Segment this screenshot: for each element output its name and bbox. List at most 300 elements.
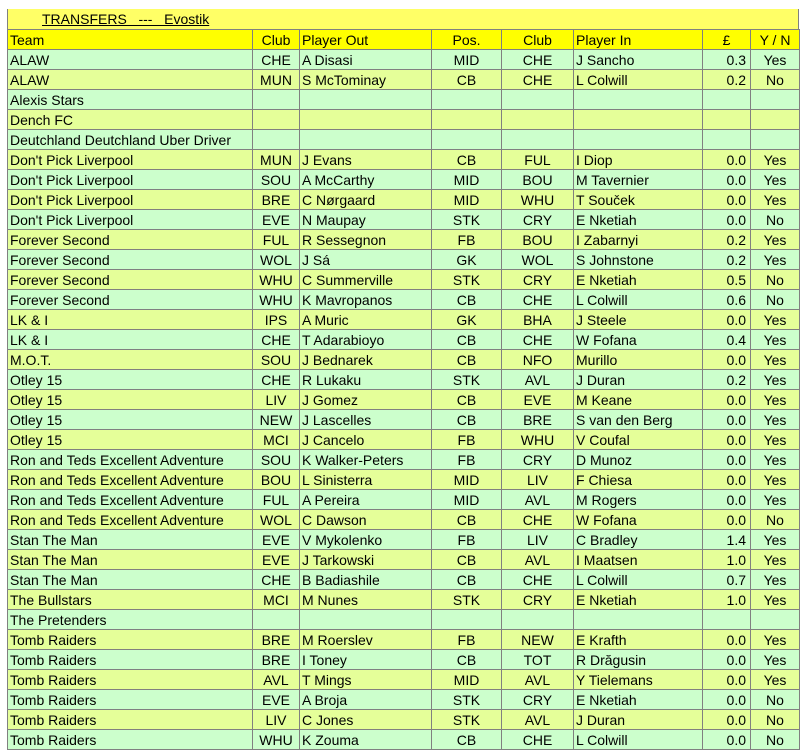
club-in-cell: EVE [502, 390, 574, 410]
price-cell: 0.0 [703, 190, 751, 210]
club-in-cell: NFO [502, 350, 574, 370]
team-cell: Tomb Raiders [8, 690, 253, 710]
club-in-cell: NEW [502, 630, 574, 650]
club-in-cell: BHA [502, 310, 574, 330]
club-in-cell: AVL [502, 370, 574, 390]
club-out-cell: CHE [253, 50, 300, 70]
team-cell: Forever Second [8, 290, 253, 310]
yes-no-cell: Yes [751, 530, 800, 550]
team-cell: Dench FC [8, 110, 253, 130]
table-row [8, 270, 800, 290]
player-out-cell: C Summerville [300, 270, 432, 290]
player-in-cell: W Fofana [574, 510, 703, 530]
team-cell: Tomb Raiders [8, 730, 253, 750]
table-row [8, 350, 800, 370]
position-cell: CB [432, 550, 502, 570]
player-in-cell: S Johnstone [574, 250, 703, 270]
player-out-cell: A Broja [300, 690, 432, 710]
price-cell: 0.0 [703, 150, 751, 170]
team-cell: Stan The Man [8, 550, 253, 570]
position-cell: MID [432, 190, 502, 210]
club-in-cell: AVL [502, 550, 574, 570]
player-in-cell [574, 610, 703, 630]
position-cell: CB [432, 70, 502, 90]
title-row [7, 9, 799, 29]
club-out-cell: SOU [253, 170, 300, 190]
yes-no-cell [751, 110, 800, 130]
yes-no-cell: Yes [751, 410, 800, 430]
club-out-cell: BRE [253, 630, 300, 650]
table-row [8, 330, 800, 350]
player-in-cell: M Tavernier [574, 170, 703, 190]
price-cell: 0.0 [703, 730, 751, 750]
table-row [8, 610, 800, 630]
price-cell: 0.2 [703, 250, 751, 270]
yes-no-cell: Yes [751, 310, 800, 330]
player-out-cell [300, 130, 432, 150]
player-out-cell: J Bednarek [300, 350, 432, 370]
club-out-cell: FUL [253, 490, 300, 510]
price-cell: 0.0 [703, 210, 751, 230]
player-in-cell: F Chiesa [574, 470, 703, 490]
position-cell: CB [432, 290, 502, 310]
table-row [8, 230, 800, 250]
player-out-cell: T Adarabioyo [300, 330, 432, 350]
player-out-cell: J Cancelo [300, 430, 432, 450]
position-cell: STK [432, 270, 502, 290]
yes-no-cell: No [751, 510, 800, 530]
yes-no-cell: No [751, 270, 800, 290]
player-out-cell: R Lukaku [300, 370, 432, 390]
price-cell: 0.2 [703, 370, 751, 390]
position-cell: FB [432, 630, 502, 650]
club-out-cell [253, 110, 300, 130]
table-row [8, 290, 800, 310]
yes-no-cell: Yes [751, 650, 800, 670]
club-in-cell: CRY [502, 270, 574, 290]
team-cell: The Pretenders [8, 610, 253, 630]
table-row [8, 150, 800, 170]
position-cell: STK [432, 370, 502, 390]
price-cell: 0.0 [703, 510, 751, 530]
player-out-cell: A Pereira [300, 490, 432, 510]
table-row [8, 190, 800, 210]
price-cell: 0.0 [703, 350, 751, 370]
price-cell [703, 130, 751, 150]
club-in-cell: CRY [502, 450, 574, 470]
club-in-cell: AVL [502, 490, 574, 510]
player-out-cell [300, 110, 432, 130]
team-cell: The Bullstars [8, 590, 253, 610]
team-cell: Otley 15 [8, 410, 253, 430]
player-in-cell: L Colwill [574, 730, 703, 750]
club-in-cell [502, 90, 574, 110]
team-cell: Ron and Teds Excellent Adventure [8, 450, 253, 470]
team-cell: LK & I [8, 330, 253, 350]
yes-no-cell: Yes [751, 390, 800, 410]
player-in-cell: E Nketiah [574, 270, 703, 290]
table-row [8, 670, 800, 690]
club-in-cell: CHE [502, 510, 574, 530]
club-in-cell: CRY [502, 590, 574, 610]
table-row [8, 570, 800, 590]
header-team: Team [8, 30, 253, 50]
yes-no-cell: Yes [751, 250, 800, 270]
player-out-cell: M Nunes [300, 590, 432, 610]
team-cell: Stan The Man [8, 570, 253, 590]
price-cell: 0.0 [703, 430, 751, 450]
player-out-cell: K Zouma [300, 730, 432, 750]
team-cell: Forever Second [8, 230, 253, 250]
table-row [8, 430, 800, 450]
club-out-cell: EVE [253, 210, 300, 230]
club-out-cell: MUN [253, 150, 300, 170]
club-in-cell: CHE [502, 70, 574, 90]
yes-no-cell: Yes [751, 590, 800, 610]
price-cell: 1.0 [703, 550, 751, 570]
table-row [8, 490, 800, 510]
yes-no-cell: Yes [751, 450, 800, 470]
player-in-cell: S van den Berg [574, 410, 703, 430]
club-out-cell [253, 610, 300, 630]
player-in-cell: Murillo [574, 350, 703, 370]
price-cell: 0.0 [703, 470, 751, 490]
table-row [8, 310, 800, 330]
player-in-cell: L Colwill [574, 570, 703, 590]
player-out-cell [300, 90, 432, 110]
club-out-cell: WHU [253, 290, 300, 310]
player-in-cell: Y Tielemans [574, 670, 703, 690]
team-cell: Ron and Teds Excellent Adventure [8, 490, 253, 510]
club-in-cell: CHE [502, 730, 574, 750]
club-out-cell: BRE [253, 650, 300, 670]
player-out-cell: J Lascelles [300, 410, 432, 430]
table-row [8, 550, 800, 570]
position-cell: FB [432, 230, 502, 250]
team-cell: Tomb Raiders [8, 710, 253, 730]
transfers-sheet [7, 9, 799, 750]
price-cell: 0.4 [703, 330, 751, 350]
player-out-cell: C Nørgaard [300, 190, 432, 210]
player-out-cell [300, 610, 432, 630]
table-row [8, 210, 800, 230]
player-out-cell: J Gomez [300, 390, 432, 410]
club-in-cell [502, 610, 574, 630]
team-cell: Otley 15 [8, 370, 253, 390]
table-row [8, 730, 800, 750]
team-cell: Don't Pick Liverpool [8, 150, 253, 170]
team-cell: Tomb Raiders [8, 670, 253, 690]
team-cell: ALAW [8, 50, 253, 70]
table-row [8, 250, 800, 270]
yes-no-cell: Yes [751, 670, 800, 690]
price-cell: 0.0 [703, 630, 751, 650]
club-out-cell: CHE [253, 570, 300, 590]
table-row [8, 470, 800, 490]
player-out-cell: B Badiashile [300, 570, 432, 590]
price-cell: 0.5 [703, 270, 751, 290]
yes-no-cell [751, 130, 800, 150]
team-cell: Forever Second [8, 270, 253, 290]
club-out-cell: SOU [253, 350, 300, 370]
price-cell [703, 90, 751, 110]
club-out-cell: CHE [253, 370, 300, 390]
club-out-cell: WHU [253, 270, 300, 290]
table-row [8, 170, 800, 190]
player-out-cell: S McTominay [300, 70, 432, 90]
player-out-cell: M Roerslev [300, 630, 432, 650]
position-cell: STK [432, 210, 502, 230]
price-cell [703, 610, 751, 630]
price-cell [703, 110, 751, 130]
club-out-cell: MUN [253, 70, 300, 90]
team-cell: Forever Second [8, 250, 253, 270]
position-cell: STK [432, 690, 502, 710]
team-cell: Don't Pick Liverpool [8, 170, 253, 190]
club-in-cell: CHE [502, 50, 574, 70]
yes-no-cell: Yes [751, 150, 800, 170]
table-row [8, 90, 800, 110]
player-in-cell: C Bradley [574, 530, 703, 550]
club-out-cell [253, 130, 300, 150]
yes-no-cell: Yes [751, 430, 800, 450]
yes-no-cell: Yes [751, 50, 800, 70]
position-cell: MID [432, 470, 502, 490]
table-row [8, 510, 800, 530]
club-out-cell: WOL [253, 250, 300, 270]
player-in-cell: L Colwill [574, 290, 703, 310]
table-row [8, 590, 800, 610]
transfers-table [7, 29, 800, 750]
header-player-in: Player In [574, 30, 703, 50]
yes-no-cell: Yes [751, 470, 800, 490]
player-out-cell: A Muric [300, 310, 432, 330]
player-out-cell: V Mykolenko [300, 530, 432, 550]
price-cell: 0.0 [703, 410, 751, 430]
table-row [8, 110, 800, 130]
header-club-out: Club [253, 30, 300, 50]
player-out-cell: T Mings [300, 670, 432, 690]
table-row [8, 370, 800, 390]
club-in-cell: WOL [502, 250, 574, 270]
position-cell [432, 110, 502, 130]
position-cell: MID [432, 670, 502, 690]
club-in-cell: AVL [502, 670, 574, 690]
yes-no-cell: Yes [751, 570, 800, 590]
player-out-cell: J Sá [300, 250, 432, 270]
table-row [8, 70, 800, 90]
yes-no-cell: Yes [751, 330, 800, 350]
club-out-cell: MCI [253, 430, 300, 450]
sheet-title: TRANSFERS --- Evostik [42, 11, 210, 27]
position-cell: GK [432, 250, 502, 270]
price-cell: 0.0 [703, 310, 751, 330]
price-cell: 0.6 [703, 290, 751, 310]
club-in-cell: CHE [502, 290, 574, 310]
position-cell: MID [432, 50, 502, 70]
player-out-cell: J Tarkowski [300, 550, 432, 570]
price-cell: 0.0 [703, 390, 751, 410]
club-out-cell: EVE [253, 530, 300, 550]
price-cell: 0.0 [703, 450, 751, 470]
table-row [8, 690, 800, 710]
yes-no-cell: No [751, 690, 800, 710]
club-out-cell: IPS [253, 310, 300, 330]
position-cell: CB [432, 410, 502, 430]
player-in-cell: E Krafth [574, 630, 703, 650]
yes-no-cell: Yes [751, 630, 800, 650]
club-in-cell [502, 130, 574, 150]
team-cell: M.O.T. [8, 350, 253, 370]
player-out-cell: J Evans [300, 150, 432, 170]
yes-no-cell: Yes [751, 170, 800, 190]
yes-no-cell: No [751, 730, 800, 750]
club-in-cell: LIV [502, 530, 574, 550]
position-cell: CB [432, 650, 502, 670]
club-out-cell: LIV [253, 710, 300, 730]
club-in-cell: BRE [502, 410, 574, 430]
table-row [8, 410, 800, 430]
position-cell [432, 130, 502, 150]
table-row [8, 710, 800, 730]
position-cell: GK [432, 310, 502, 330]
club-in-cell: TOT [502, 650, 574, 670]
player-in-cell: J Duran [574, 370, 703, 390]
player-in-cell: V Coufal [574, 430, 703, 450]
club-in-cell: BOU [502, 170, 574, 190]
club-in-cell: AVL [502, 710, 574, 730]
position-cell: FB [432, 530, 502, 550]
player-in-cell [574, 110, 703, 130]
table-row [8, 50, 800, 70]
yes-no-cell: No [751, 290, 800, 310]
position-cell [432, 90, 502, 110]
table-row [8, 390, 800, 410]
club-in-cell: WHU [502, 430, 574, 450]
team-cell: Don't Pick Liverpool [8, 210, 253, 230]
position-cell [432, 610, 502, 630]
player-out-cell: K Walker-Peters [300, 450, 432, 470]
position-cell: FB [432, 430, 502, 450]
price-cell: 0.7 [703, 570, 751, 590]
player-in-cell: E Nketiah [574, 210, 703, 230]
team-cell: Deutchland Deutchland Uber Driver [8, 130, 253, 150]
team-cell: Ron and Teds Excellent Adventure [8, 470, 253, 490]
club-out-cell: WHU [253, 730, 300, 750]
yes-no-cell: Yes [751, 370, 800, 390]
position-cell: STK [432, 710, 502, 730]
player-in-cell: L Colwill [574, 70, 703, 90]
position-cell: MID [432, 170, 502, 190]
club-in-cell: CHE [502, 330, 574, 350]
position-cell: MID [432, 490, 502, 510]
yes-no-cell: Yes [751, 550, 800, 570]
club-in-cell: BOU [502, 230, 574, 250]
team-cell: Stan The Man [8, 530, 253, 550]
price-cell: 0.0 [703, 670, 751, 690]
price-cell: 0.3 [703, 50, 751, 70]
club-in-cell: FUL [502, 150, 574, 170]
player-in-cell: I Maatsen [574, 550, 703, 570]
yes-no-cell: No [751, 70, 800, 90]
player-in-cell: J Sancho [574, 50, 703, 70]
team-cell: Alexis Stars [8, 90, 253, 110]
player-out-cell: N Maupay [300, 210, 432, 230]
team-cell: Tomb Raiders [8, 630, 253, 650]
player-in-cell: D Munoz [574, 450, 703, 470]
table-row [8, 630, 800, 650]
header-yes-no: Y / N [751, 30, 800, 50]
club-out-cell: SOU [253, 450, 300, 470]
player-out-cell: I Toney [300, 650, 432, 670]
yes-no-cell: No [751, 710, 800, 730]
header-player-out: Player Out [300, 30, 432, 50]
yes-no-cell [751, 610, 800, 630]
price-cell: 1.4 [703, 530, 751, 550]
player-out-cell: R Sessegnon [300, 230, 432, 250]
club-out-cell: FUL [253, 230, 300, 250]
team-cell: Ron and Teds Excellent Adventure [8, 510, 253, 530]
player-out-cell: C Dawson [300, 510, 432, 530]
header-club-in: Club [502, 30, 574, 50]
position-cell: CB [432, 390, 502, 410]
yes-no-cell: No [751, 210, 800, 230]
price-cell: 0.2 [703, 70, 751, 90]
club-in-cell: WHU [502, 190, 574, 210]
player-in-cell: I Diop [574, 150, 703, 170]
yes-no-cell: Yes [751, 350, 800, 370]
player-out-cell: A McCarthy [300, 170, 432, 190]
header-row [8, 30, 800, 50]
player-in-cell: J Duran [574, 710, 703, 730]
player-in-cell: W Fofana [574, 330, 703, 350]
price-cell: 0.0 [703, 710, 751, 730]
table-row [8, 450, 800, 470]
price-cell: 0.2 [703, 230, 751, 250]
club-out-cell: NEW [253, 410, 300, 430]
team-cell: ALAW [8, 70, 253, 90]
player-in-cell: M Rogers [574, 490, 703, 510]
price-cell: 0.0 [703, 170, 751, 190]
position-cell: CB [432, 330, 502, 350]
team-cell: Otley 15 [8, 390, 253, 410]
club-out-cell: WOL [253, 510, 300, 530]
price-cell: 0.0 [703, 690, 751, 710]
club-out-cell: BOU [253, 470, 300, 490]
club-in-cell: CRY [502, 210, 574, 230]
player-out-cell: A Disasi [300, 50, 432, 70]
position-cell: CB [432, 510, 502, 530]
table-row [8, 530, 800, 550]
club-out-cell: AVL [253, 670, 300, 690]
player-in-cell: E Nketiah [574, 690, 703, 710]
club-in-cell [502, 110, 574, 130]
club-out-cell: MCI [253, 590, 300, 610]
club-in-cell: LIV [502, 470, 574, 490]
yes-no-cell: Yes [751, 230, 800, 250]
header-position: Pos. [432, 30, 502, 50]
table-row [8, 650, 800, 670]
player-out-cell: C Jones [300, 710, 432, 730]
price-cell: 0.0 [703, 650, 751, 670]
player-in-cell: M Keane [574, 390, 703, 410]
position-cell: FB [432, 450, 502, 470]
price-cell: 0.0 [703, 490, 751, 510]
header-price: £ [703, 30, 751, 50]
team-cell: Tomb Raiders [8, 650, 253, 670]
club-in-cell: CRY [502, 690, 574, 710]
player-in-cell: J Steele [574, 310, 703, 330]
